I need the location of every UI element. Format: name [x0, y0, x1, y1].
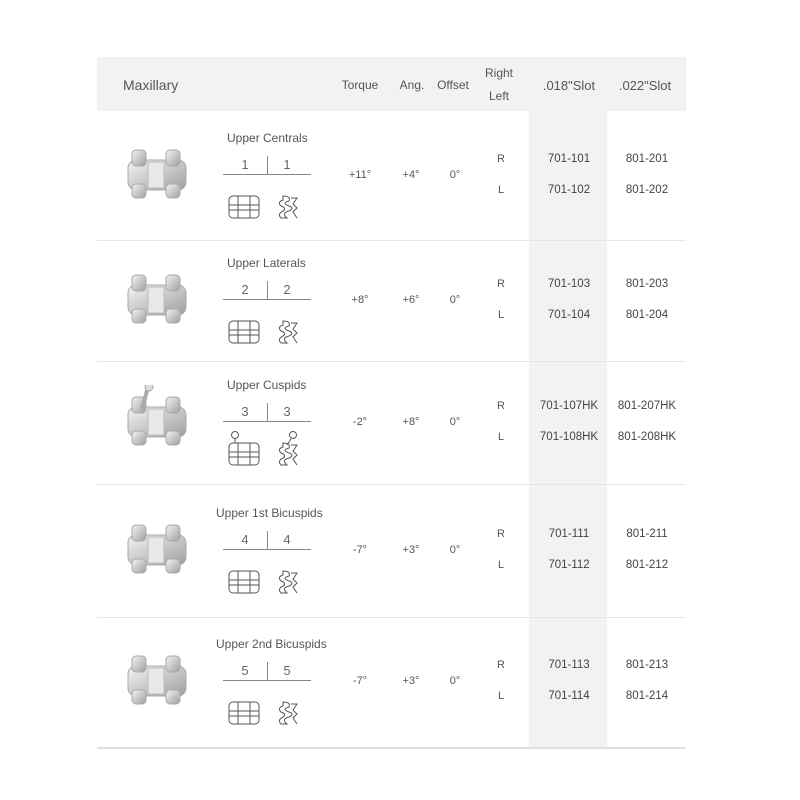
header-torque: Torque	[341, 78, 379, 92]
left-label: L	[498, 308, 505, 321]
right-label: R	[497, 399, 505, 412]
bracket-side-view-icon	[277, 690, 301, 731]
ang-value: +3°	[402, 675, 420, 687]
right-label: R	[497, 277, 505, 290]
tooth-number-right: 5	[283, 663, 291, 678]
ang-value: +8°	[402, 415, 420, 428]
slot-022-right-code: 801-213	[625, 659, 669, 671]
left-label: L	[498, 690, 505, 702]
slot-018-right-code: 701-103	[547, 277, 591, 290]
slot-018-left-code: 701-114	[548, 690, 590, 702]
divider	[267, 156, 268, 174]
bracket-front-view-icon	[227, 309, 261, 350]
right-label: R	[497, 659, 505, 671]
divider	[223, 680, 311, 681]
bracket-photo-icon	[122, 644, 192, 714]
slot-022-left-code: 801-214	[625, 690, 669, 702]
tooth-number-left: 2	[241, 281, 249, 297]
header-offset: Offset	[437, 78, 469, 92]
bracket-side-view-icon	[277, 184, 301, 225]
divider	[223, 174, 311, 175]
table-row	[97, 240, 686, 362]
bracket-photo-icon	[122, 263, 192, 333]
offset-value: 0°	[449, 293, 461, 306]
slot-022-left-code: 801-208HK	[617, 430, 677, 443]
slot-022-right-code: 801-211	[626, 527, 668, 540]
bracket-table	[97, 57, 686, 749]
header-left: Left	[488, 89, 509, 103]
divider	[267, 531, 268, 549]
left-label: L	[498, 430, 505, 443]
tooth-number-left: 5	[241, 663, 249, 678]
tooth-name: Upper Laterals	[227, 255, 306, 270]
tooth-name: Upper 1st Bicuspids	[216, 505, 323, 520]
offset-value: 0°	[449, 543, 461, 556]
tooth-number-right: 1	[283, 156, 291, 172]
offset-value: 0°	[449, 168, 461, 181]
slot-022-right-code: 801-203	[625, 277, 669, 290]
table-header	[97, 57, 686, 111]
slot-022-left-code: 801-204	[625, 308, 669, 321]
divider	[267, 403, 268, 421]
header-ang: Ang.	[399, 78, 425, 92]
slot-022-right-code: 801-201	[625, 152, 669, 165]
torque-value: -2°	[352, 415, 368, 428]
table-row	[97, 111, 686, 241]
bracket-front-view-icon	[227, 431, 261, 472]
left-label: L	[498, 183, 505, 196]
divider	[223, 549, 311, 550]
slot-022-right-code: 801-207HK	[617, 399, 677, 412]
header-slot-022: .022"Slot	[618, 78, 672, 93]
right-label: R	[497, 152, 505, 165]
slot-018-right-code: 701-107HK	[539, 399, 599, 412]
torque-value: -7°	[352, 543, 368, 556]
tooth-name: Upper Cuspids	[227, 377, 307, 392]
slot-018-right-code: 701-111	[548, 527, 590, 540]
ang-value: +3°	[402, 543, 420, 556]
right-label: R	[497, 527, 505, 540]
bracket-photo-icon	[122, 138, 192, 208]
slot-022-left-code: 801-212	[625, 558, 669, 571]
torque-value: -7°	[352, 675, 368, 687]
torque-value: +11°	[348, 168, 372, 181]
header-title: Maxillary	[123, 77, 179, 93]
slot-018-left-code: 701-108HK	[539, 430, 599, 443]
offset-value: 0°	[449, 415, 461, 428]
header-slot-018: .018"Slot	[542, 78, 596, 93]
tooth-number-right: 3	[283, 403, 291, 419]
tooth-name: Upper Centrals	[227, 130, 308, 145]
tooth-number-right: 4	[283, 531, 291, 547]
slot-018-right-code: 701-101	[547, 152, 591, 165]
table-row	[97, 361, 686, 485]
slot-018-left-code: 701-104	[547, 308, 591, 321]
divider	[223, 421, 311, 422]
bracket-photo-icon	[122, 513, 192, 583]
divider	[267, 281, 268, 299]
left-label: L	[498, 558, 505, 571]
slot-018-left-code: 701-102	[547, 183, 591, 196]
tooth-name: Upper 2nd Bicuspids	[216, 637, 327, 651]
divider	[223, 299, 311, 300]
bracket-side-view-icon	[277, 431, 301, 472]
bracket-front-view-icon	[227, 184, 261, 225]
bracket-side-view-icon	[277, 309, 301, 350]
bracket-photo-icon	[122, 385, 192, 455]
bracket-side-view-icon	[277, 559, 301, 600]
tooth-number-left: 1	[241, 156, 249, 172]
ang-value: +4°	[402, 168, 420, 181]
divider	[267, 662, 268, 680]
torque-value: +8°	[351, 293, 369, 306]
slot-018-right-code: 701-113	[548, 659, 590, 671]
bracket-front-view-icon	[227, 690, 261, 731]
table-row	[97, 617, 686, 748]
slot-018-left-code: 701-112	[548, 558, 590, 571]
header-right: Right	[484, 66, 513, 80]
table-bottom-border	[97, 747, 686, 749]
tooth-number-left: 3	[241, 403, 249, 419]
offset-value: 0°	[449, 675, 461, 687]
tooth-number-left: 4	[241, 531, 249, 547]
bracket-front-view-icon	[227, 559, 261, 600]
ang-value: +6°	[402, 293, 420, 306]
slot-022-left-code: 801-202	[625, 183, 669, 196]
table-row	[97, 484, 686, 618]
tooth-number-right: 2	[283, 281, 291, 297]
